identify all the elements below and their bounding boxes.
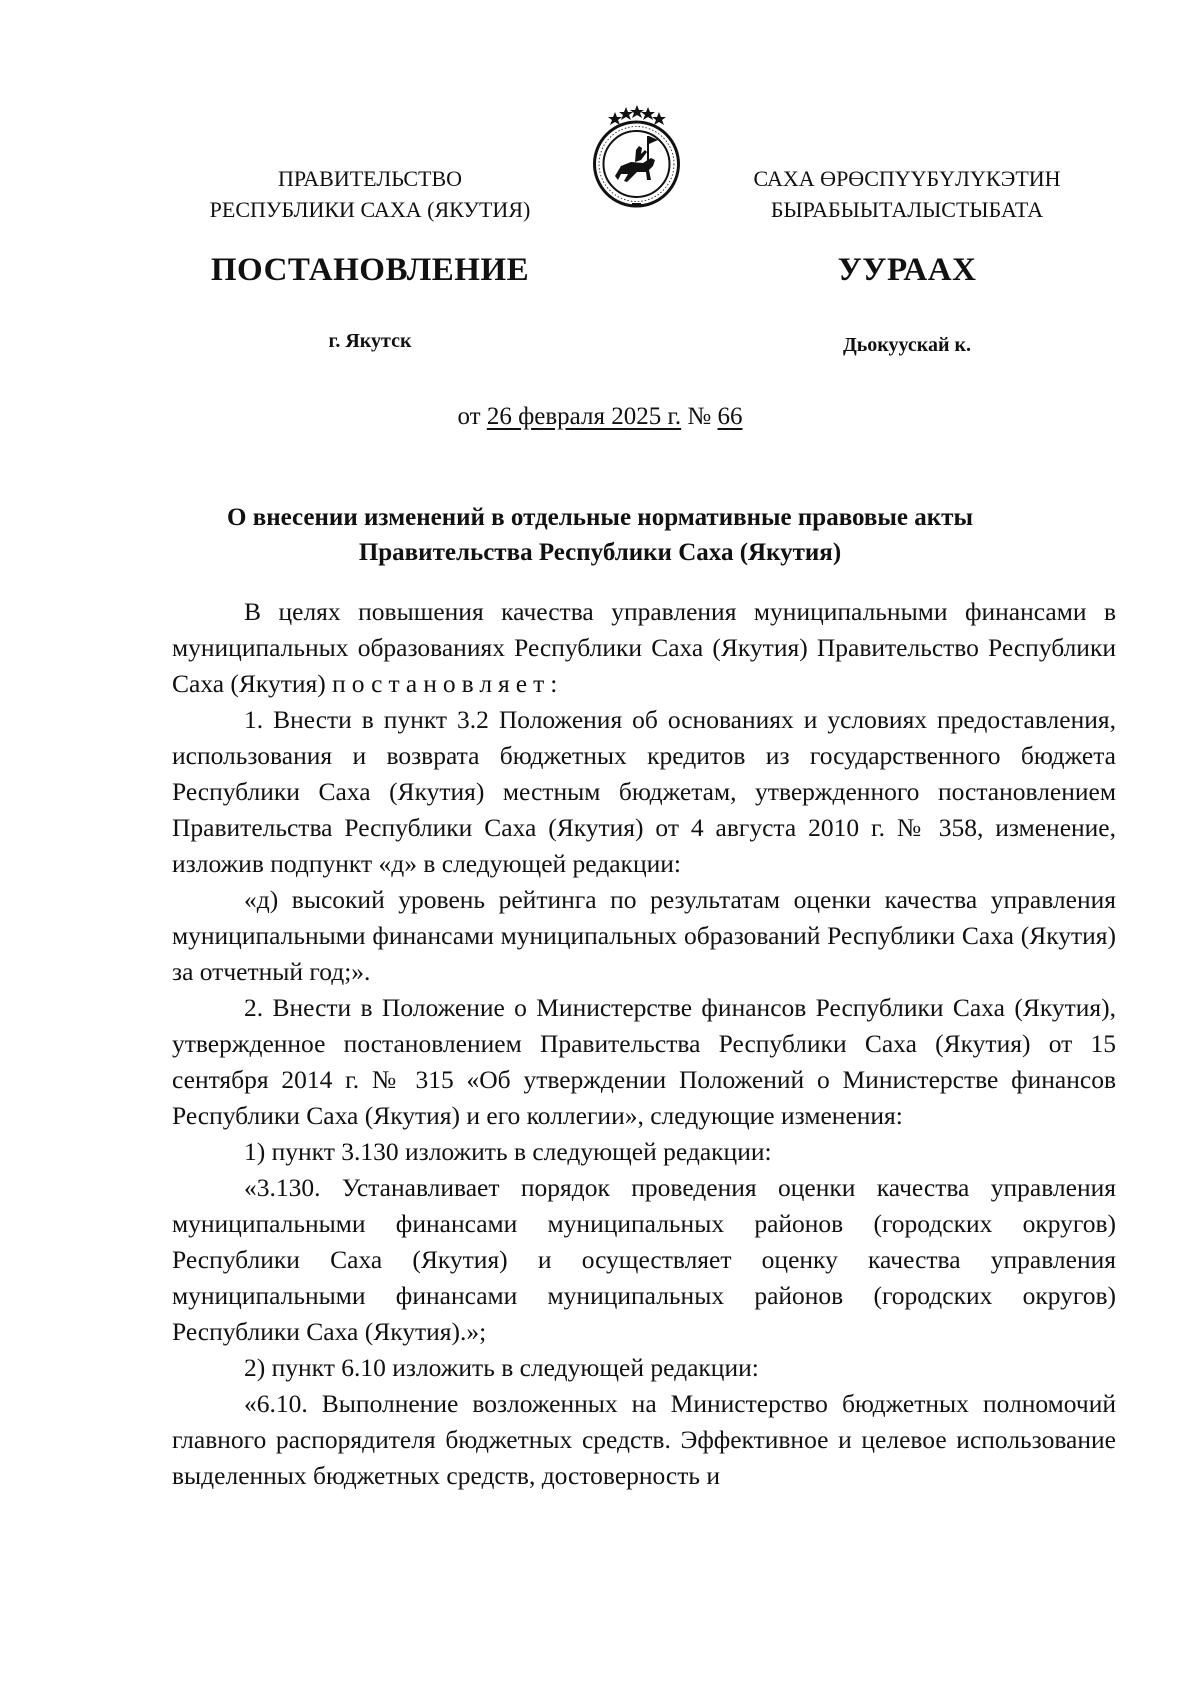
- paragraph-item-1-quote: «д) высокий уровень рейтинга по результатам оценки качества управления муниципальными финансами муниципальных образований Республики Саха (Якутия) за отчетный год;».: [172, 885, 1116, 986]
- doc-type-sah: УУРААХ: [837, 252, 977, 288]
- paragraph-subitem-1: 1) пункт 3.130 изложить в следующей редакции:: [244, 1137, 772, 1166]
- header-right-line1: САХА ӨРӨСПҮҮБҮЛҮКЭТИН: [753, 166, 1061, 191]
- document-title: [0, 500, 1200, 570]
- paragraph-preamble: [172, 594, 1116, 702]
- header-right: [712, 163, 1102, 225]
- date-prefix: от: [457, 403, 481, 430]
- paragraph-subitem-2: 2) пункт 6.10 изложить в следующей редакции:: [244, 1353, 759, 1382]
- paragraph-item-2: 2. Внести в Положение о Министерстве финансов Республики Саха (Якутия), утвержденное постановлением Правительства Республики Саха (Якутия) от 15 сентября 2014 г. № 315 «Об утверждении Положений о Министерстве финансов Республики Саха (Якутия) и его коллегии», следующие изменения:: [172, 993, 1116, 1130]
- paragraph-subitem-1-quote: «3.130. Устанавливает порядок проведения оценки качества управления муниципальными финансами муниципальных районов (городских округов) Республики Саха (Якутия) и осуществляет оценку качества управления муниципальными финансами муниципальных районов (городских округов) Республики Саха (Якутия).»;: [172, 1173, 1116, 1346]
- paragraph-subitem-2-quote: «6.10. Выполнение возложенных на Министерство бюджетных полномочий главного распорядителя бюджетных средств. Эффективное и целевое использование выделенных бюджетных средств, достоверность и: [172, 1389, 1116, 1490]
- number-sign: №: [687, 403, 712, 430]
- header-right-line2: БЫРАБЫЫТАЛЫСТЫБАТА: [770, 197, 1044, 222]
- city-sah: Дьокуускай к.: [842, 334, 972, 356]
- date-line: [0, 403, 1200, 431]
- document-body: [172, 594, 1116, 1494]
- title-line2: Правительства Республики Саха (Якутия): [358, 539, 842, 566]
- header-left-line1: ПРАВИТЕЛЬСТВО: [277, 166, 463, 191]
- city-ru: г. Якутск: [328, 330, 412, 352]
- preamble-resolves: постановляет:: [332, 669, 564, 698]
- header-left: [180, 163, 560, 225]
- doc-type-ru: ПОСТАНОВЛЕНИЕ: [210, 252, 530, 288]
- title-line1: О внесении изменений в отдельные нормативные правовые акты: [227, 504, 973, 531]
- preamble-text: В целях повышения качества управления муниципальными финансами в муниципальных образованиях Республики Саха (Якутия) Правительство Республики Саха (Якутия): [172, 597, 1116, 698]
- header-left-line2: РЕСПУБЛИКИ САХА (ЯКУТИЯ): [209, 197, 531, 222]
- date-value: 26 февраля 2025 г.: [486, 403, 682, 430]
- paragraph-item-1: 1. Внести в пункт 3.2 Положения об основаниях и условиях предоставления, использования и возврата бюджетных кредитов из государственного бюджета Республики Саха (Якутия) местным бюджетам, утвержденного постановлением Правительства Республики Саха (Якутия) от 4 августа 2010 г. № 358, изменение, изложив подпункт «д» в следующей редакции:: [172, 705, 1116, 878]
- coat-of-arms-emblem-icon: [591, 102, 682, 212]
- document-number: 66: [717, 403, 743, 430]
